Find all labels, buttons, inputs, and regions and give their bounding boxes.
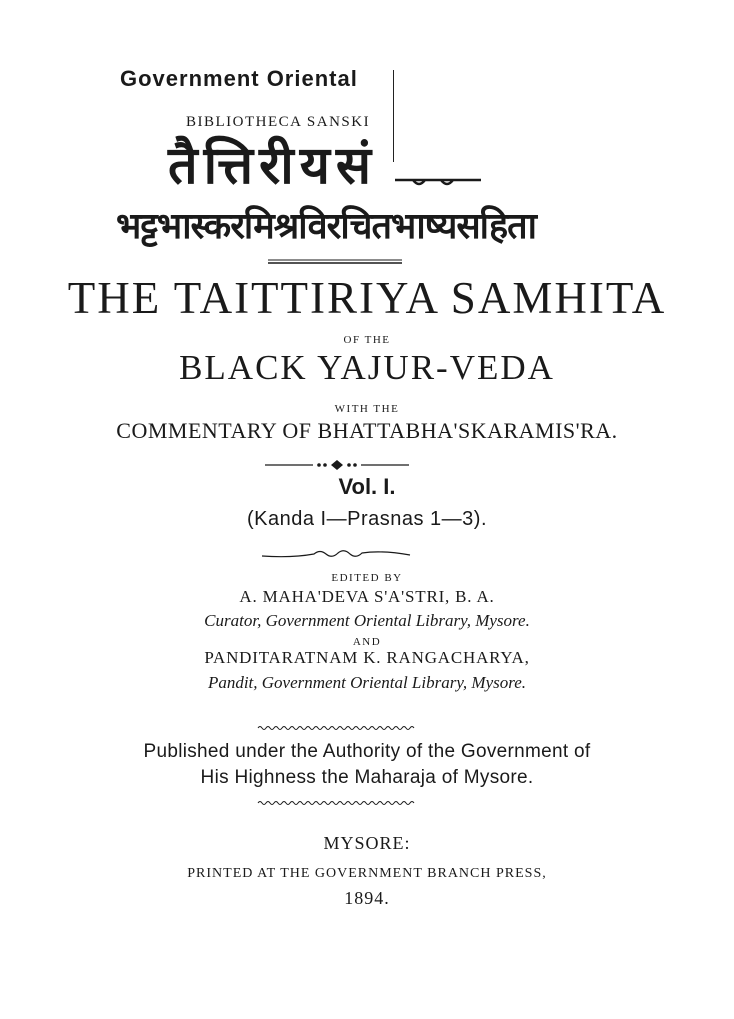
edited-by-label: EDITED BY xyxy=(331,572,403,584)
veda-title: BLACK YAJUR-VEDA xyxy=(179,348,555,387)
ornament-divider xyxy=(265,459,409,471)
volume-number: Vol. I. xyxy=(338,474,396,499)
series-name: Government Oriental xyxy=(120,66,358,91)
imprint-printer: PRINTED AT THE GOVERNMENT BRANCH PRESS, xyxy=(187,866,547,881)
scroll-ornament xyxy=(262,547,410,561)
with-the-label: WITH THE xyxy=(334,403,400,415)
devanagari-title: तैत्तिरीयसं xyxy=(168,136,378,196)
bibliotheca-line: BIBLIOTHECA SANSKI xyxy=(186,114,371,130)
editor1-title: Curator, Government Oriental Library, Mysore. xyxy=(204,611,530,630)
volume-contents: (Kanda I—Prasnas 1—3). xyxy=(247,508,487,530)
wavy-rule-top xyxy=(258,725,416,731)
and-label: AND xyxy=(352,636,382,648)
editor2-name: PANDITARATNAM K. RANGACHARYA, xyxy=(204,648,530,667)
imprint-year: 1894. xyxy=(344,888,390,908)
editor2-title: Pandit, Government Oriental Library, Mysore. xyxy=(207,673,527,692)
double-rule xyxy=(268,259,402,265)
of-the-label: OF THE xyxy=(343,334,391,346)
devanagari-subtitle: भट्टभास्करमिश्रविरचितभाष्यसहिता xyxy=(116,206,536,247)
publication-line-1: Published under the Authority of the Government of xyxy=(143,741,591,762)
devanagari-tail-stroke xyxy=(393,172,483,192)
imprint-place: MYSORE: xyxy=(323,833,411,853)
editor1-name: A. MAHA'DEVA S'A'STRI, B. A. xyxy=(239,587,495,606)
page-edge-line xyxy=(393,70,394,162)
wavy-rule-bottom xyxy=(258,800,416,806)
commentary-title: COMMENTARY OF BHATTABHA'SKARAMIS'RA. xyxy=(116,418,618,443)
main-title: THE TAITTIRIYA SAMHITA xyxy=(67,273,667,323)
publication-line-2: His Highness the Maharaja of Mysore. xyxy=(200,767,534,788)
